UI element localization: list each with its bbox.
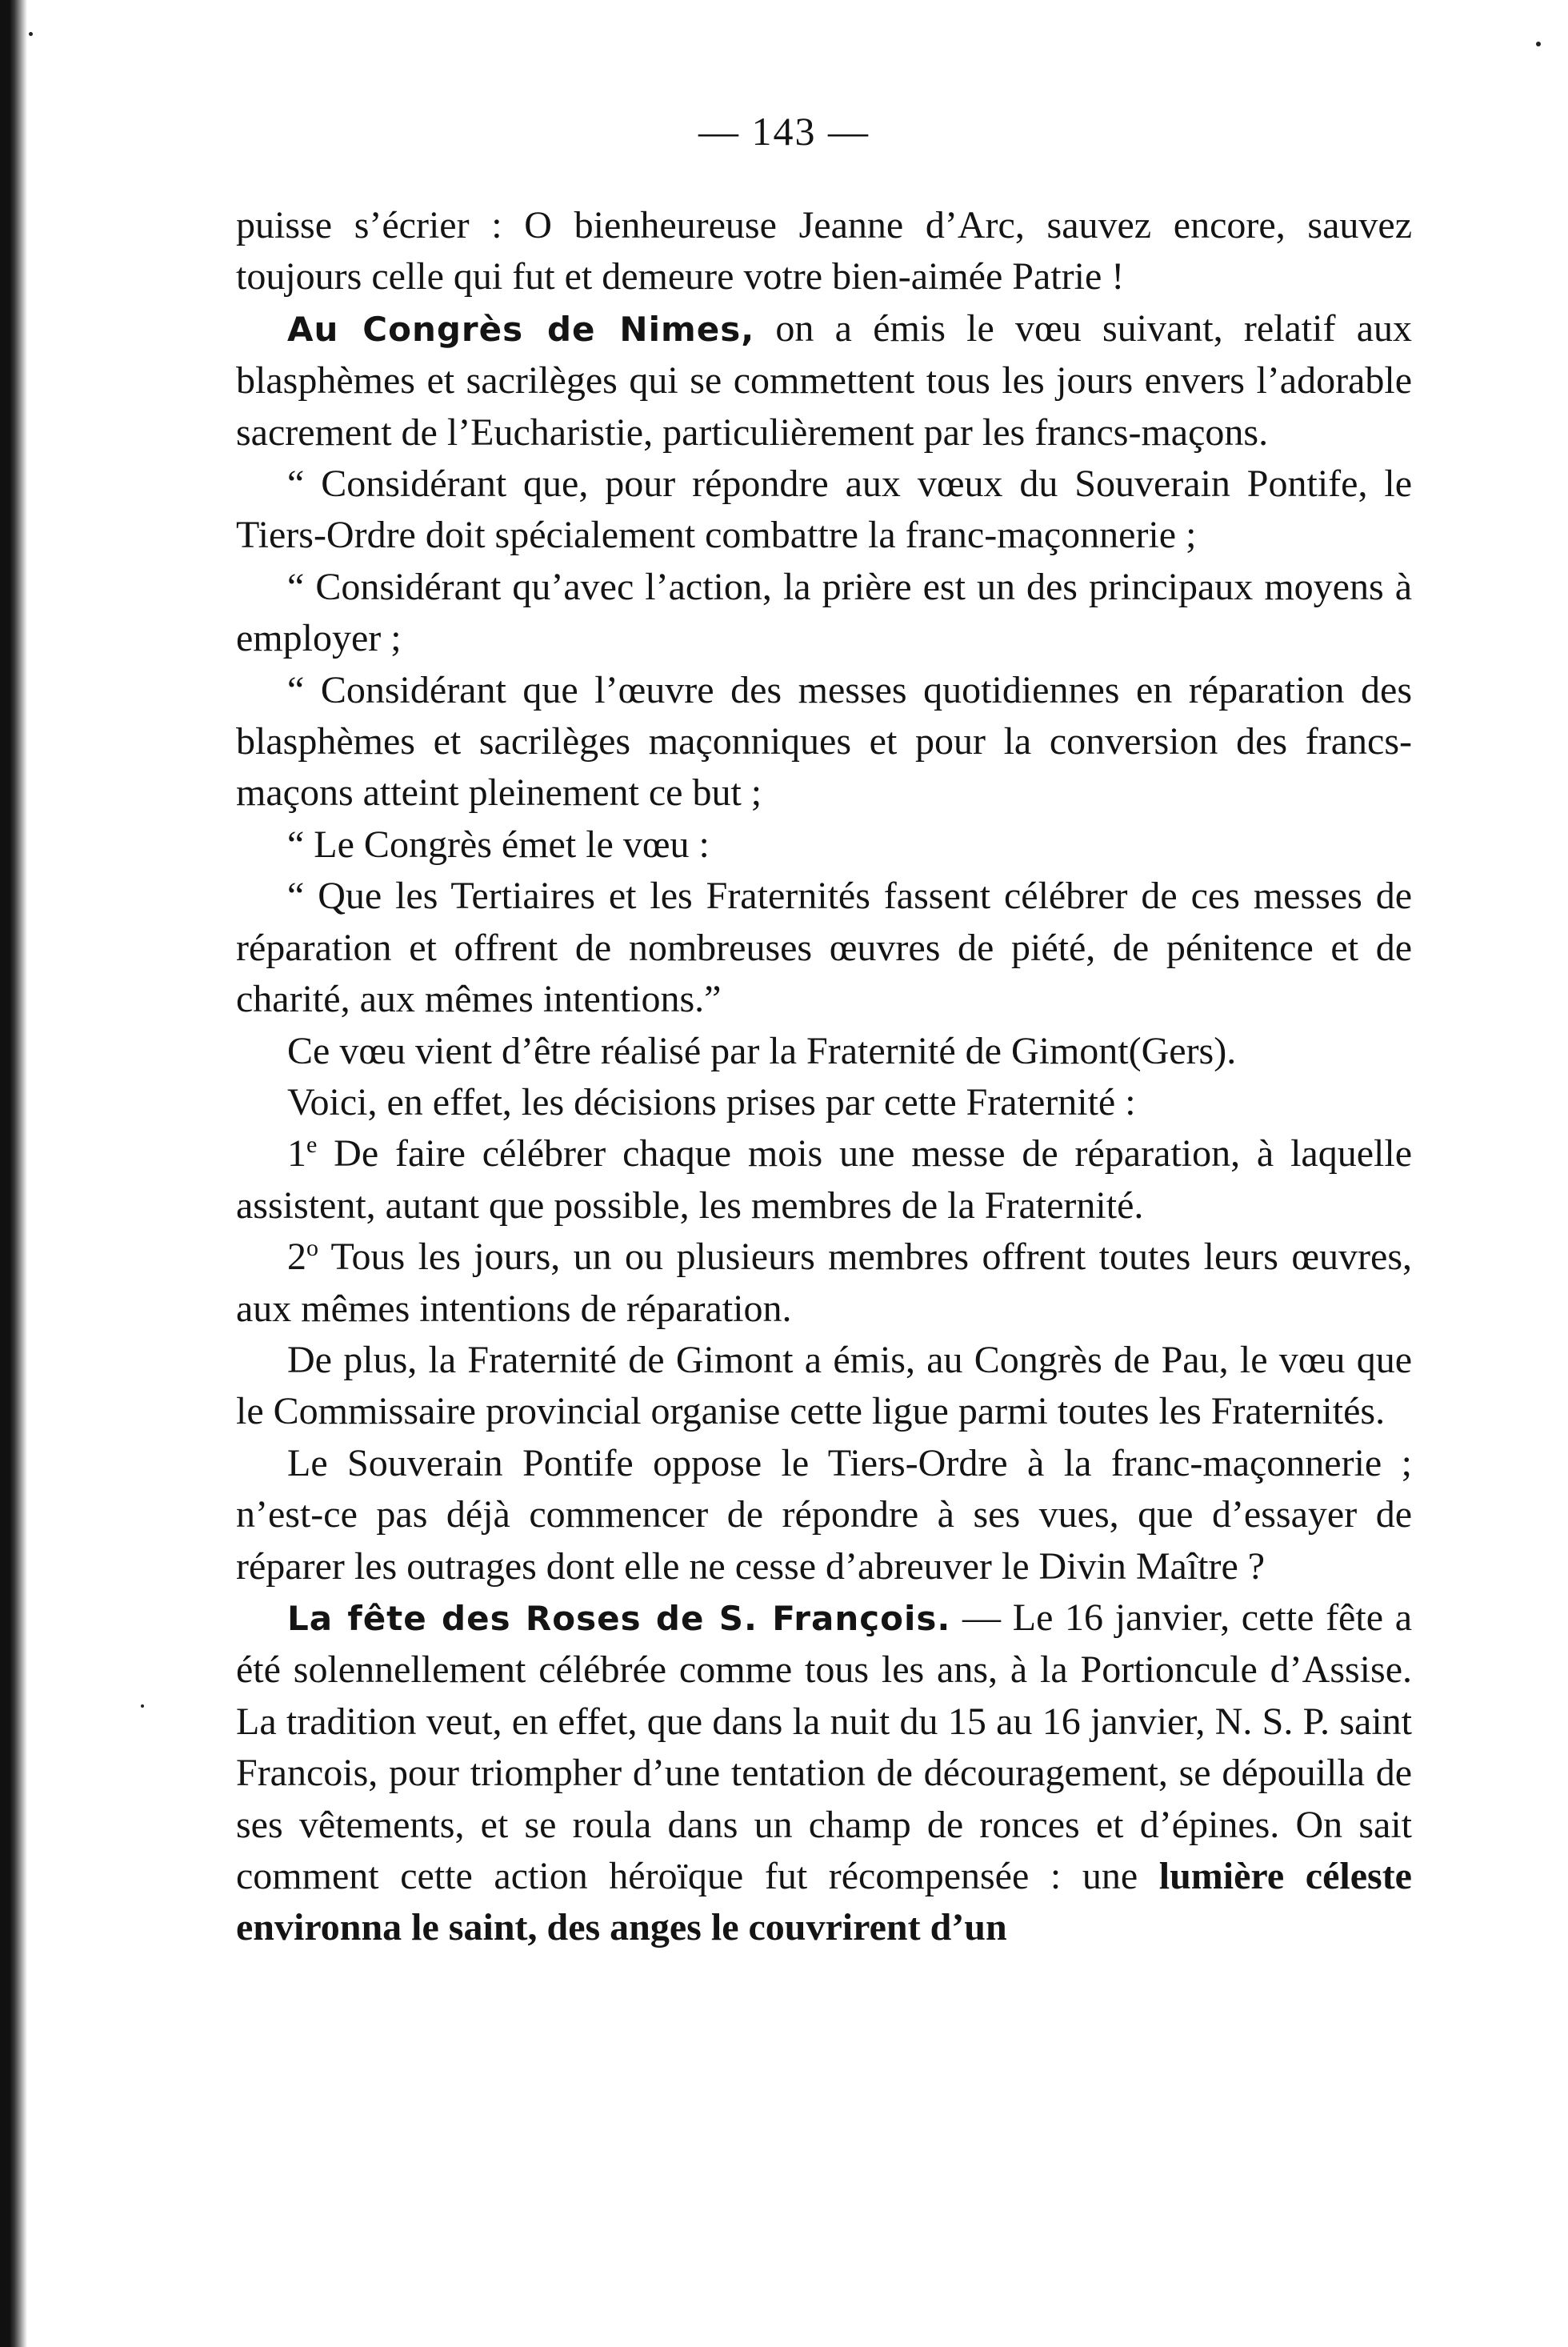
- paragraph-text: Voici, en effet, les décisions prises par cette Fraternité :: [287, 1080, 1136, 1123]
- paragraph-text-bold: lumière céleste environna le saint, des anges le couvrirent d’un: [236, 1855, 1412, 1949]
- scan-speck: [29, 32, 33, 36]
- ordinal-suffix: o: [306, 1235, 318, 1262]
- paragraph: [236, 665, 1412, 819]
- paragraph: [236, 819, 1412, 871]
- paragraph-text: “ Considérant qu’avec l’action, la prière est un des principaux moyens à employer ;: [236, 565, 1412, 660]
- numbered-paragraph: [236, 1128, 1412, 1232]
- section-heading: La fête des Roses de S. François.: [287, 1598, 951, 1638]
- paragraph: [236, 459, 1412, 562]
- paragraph-text: Ce vœu vient d’être réalisé par la Fraternité de Gimont(Gers).: [287, 1029, 1237, 1072]
- paragraph: [236, 871, 1412, 1025]
- paragraph: [236, 1438, 1412, 1592]
- paragraph-text: Le Souverain Pontife oppose le Tiers-Ordre à la franc-maçonnerie ; n’est-ce pas déjà commencer de répondre à ses vues, que d’essayer de réparer les outrages dont elle ne cesse d’abreuver le Divin Maître ?: [236, 1441, 1412, 1588]
- paragraph-text: “ Considérant que, pour répondre aux vœux du Souverain Pontife, le Tiers-Ordre doit spécialement combattre la franc-maçonnerie ;: [236, 463, 1412, 557]
- body-text: [236, 200, 1412, 1954]
- ordinal-suffix: e: [306, 1131, 318, 1159]
- paragraph: [236, 1026, 1412, 1077]
- paragraph-text: Tous les jours, un ou plusieurs membres offrent toutes leurs œuvres, aux mêmes intentions de réparation.: [236, 1236, 1412, 1330]
- paragraph-text: De faire célébrer chaque mois une messe de réparation, à laquelle assistent, autant que possible, les membres de la Fraternité.: [236, 1132, 1412, 1227]
- paragraph-text: on a émis le vœu suivant, relatif aux blasphèmes et sacrilèges qui se commettent tous les jours envers l’adorable sacrement de l’Eucharistie, particulièrement par les francs-maçons.: [236, 306, 1412, 454]
- paragraph-text: “ Le Congrès émet le vœu :: [287, 823, 710, 866]
- page-number: — 143 —: [698, 109, 870, 154]
- paragraph-text: “ Que les Tertiaires et les Fraternités fassent célébrer de ces messes de réparation et offrent de nombreuses œuvres de piété, de pénitence et de charité, aux mêmes intentions.”: [236, 875, 1412, 1021]
- scan-speck: [141, 1704, 144, 1708]
- paragraph-text: puisse s’écrier : O bienheureuse Jeanne d’Arc, sauvez encore, sauvez toujours celle qui fut et demeure votre bien-aimée Patrie !: [236, 204, 1412, 298]
- ordinal-number: 1: [287, 1132, 306, 1176]
- paragraph: [236, 1335, 1412, 1438]
- paragraph: [236, 562, 1412, 665]
- paragraph-text: De plus, la Fraternité de Gimont a émis, au Congrès de Pau, le vœu que le Commissaire provincial organise cette ligue parmi toutes les Fraternités.: [236, 1338, 1412, 1433]
- numbered-paragraph: [236, 1232, 1412, 1335]
- paragraph-fete-des-roses: [236, 1592, 1412, 1954]
- paragraph-text: — Le 16 janvier, cette fête a été solennellement célébrée comme tous les ans, à la Portioncule d’Assise. La tradition veut, en effet, que dans la nuit du 15 au 16 janvier, N. S. P. saint Francois, pour triompher d’une tentation de découragement, se dépouilla de ses vêtements, et se roula dans un champ de ronces et d’épines. On sait comment cette action héroïque fut récompensée : une: [236, 1596, 1412, 1897]
- ordinal-number: 2: [287, 1236, 306, 1279]
- paragraph: [236, 1077, 1412, 1128]
- paragraph: [236, 200, 1412, 303]
- paragraph-congres-nimes: [236, 303, 1412, 459]
- section-heading: Au Congrès de Nimes,: [287, 309, 755, 349]
- scan-speck: [1536, 42, 1541, 46]
- binding-edge: [0, 0, 27, 2347]
- paragraph-text: “ Considérant que l’œuvre des messes quotidiennes en réparation des blasphèmes et sacrilèges maçonniques et pour la conversion des francs-maçons atteint pleinement ce but ;: [236, 668, 1412, 815]
